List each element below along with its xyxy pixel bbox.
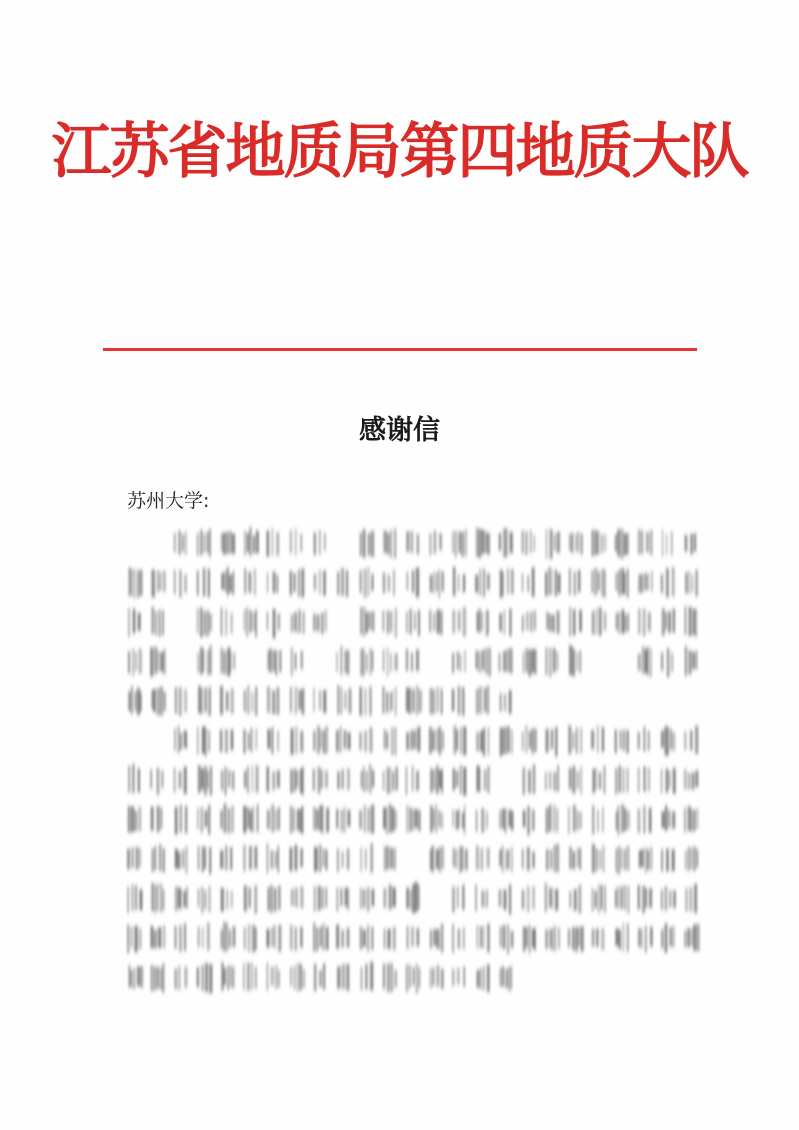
- redacted-glyph: [684, 726, 698, 754]
- redacted-glyph: [568, 725, 582, 754]
- redacted-glyph: [476, 727, 489, 756]
- redacted-glyph: [244, 527, 259, 556]
- redacted-glyph: [453, 765, 467, 796]
- redacted-glyph: [476, 528, 490, 558]
- redacted-glyph: [592, 766, 605, 794]
- redacted-glyph: [522, 765, 535, 795]
- redacted-glyph: [267, 648, 281, 675]
- redacted-glyph: [638, 609, 651, 637]
- redacted-glyph: [452, 805, 465, 835]
- redacted-glyph: [638, 529, 653, 555]
- redacted-glyph: [243, 963, 257, 991]
- redacted-glyph: [661, 849, 675, 872]
- redacted-glyph: [406, 531, 419, 554]
- redacted-glyph: [522, 611, 536, 632]
- redacted-glyph: [476, 609, 489, 637]
- redacted-glyph: [220, 648, 235, 677]
- redacted-glyph: [407, 926, 420, 949]
- redacted-glyph: [151, 844, 165, 872]
- redacted-glyph: [406, 766, 420, 795]
- redacted-glyph: [569, 531, 583, 554]
- redacted-glyph: [499, 528, 513, 557]
- redacted-glyph: [313, 805, 329, 833]
- redacted-glyph: [476, 964, 489, 992]
- redacted-glyph: [452, 650, 466, 673]
- redacted-glyph: [430, 846, 444, 873]
- redacted-glyph: [197, 608, 212, 638]
- redacted-glyph: [336, 887, 349, 912]
- redacted-glyph: [545, 727, 557, 757]
- redacted-glyph: [615, 846, 629, 875]
- redacted-glyph: [290, 963, 305, 992]
- redacted-glyph: [244, 765, 259, 793]
- redacted-glyph: [591, 884, 606, 913]
- redacted-glyph: [198, 765, 212, 795]
- redacted-glyph: [197, 727, 210, 757]
- redacted-glyph: [128, 806, 142, 833]
- redacted-glyph: [244, 568, 256, 595]
- redacted-glyph: [383, 608, 398, 638]
- redacted-glyph: [267, 572, 278, 594]
- redacted-glyph: [243, 728, 257, 754]
- redacted-glyph: [289, 845, 303, 871]
- redacted-glyph: [151, 607, 164, 637]
- redacted-glyph: [638, 766, 650, 792]
- redacted-glyph: [476, 686, 490, 715]
- redacted-glyph: [500, 726, 513, 756]
- redacted-glyph: [336, 807, 350, 833]
- redacted-glyph: [522, 847, 535, 871]
- redacted-glyph: [244, 885, 258, 914]
- redacted-glyph: [406, 964, 421, 993]
- redacted-glyph: [406, 568, 419, 598]
- redacted-glyph: [360, 887, 375, 912]
- redacted-glyph: [127, 925, 141, 954]
- redacted-glyph: [452, 686, 465, 716]
- redacted-glyph: [221, 608, 233, 636]
- redacted-glyph: [522, 725, 537, 754]
- redacted-glyph: [313, 767, 328, 794]
- redacted-glyph: [337, 768, 350, 790]
- redacted-glyph: [569, 885, 581, 914]
- redacted-glyph: [500, 925, 514, 955]
- redacted-glyph: [498, 648, 513, 673]
- redacted-glyph: [545, 647, 558, 677]
- redacted-glyph: [337, 964, 349, 991]
- redacted-glyph: [452, 966, 465, 987]
- redacted-glyph: [128, 649, 142, 677]
- redacted-glyph: [384, 927, 396, 950]
- redacted-glyph: [661, 886, 676, 911]
- redacted-glyph: [685, 884, 697, 913]
- redacted-glyph: [661, 768, 676, 794]
- redacted-glyph: [592, 608, 607, 636]
- redacted-glyph: [406, 727, 420, 752]
- redacted-glyph: [291, 648, 303, 676]
- redacted-glyph: [198, 686, 211, 716]
- redacted-glyph: [128, 686, 142, 715]
- redacted-glyph: [545, 567, 561, 596]
- redacted-glyph: [615, 610, 629, 634]
- redacted-glyph: [499, 608, 511, 636]
- redacted-glyph: [221, 767, 235, 796]
- letter-title: 感谢信: [359, 415, 440, 446]
- redacted-glyph: [197, 963, 213, 993]
- redacted-glyph: [591, 726, 604, 753]
- redacted-glyph: [453, 567, 466, 596]
- redacted-glyph: [337, 848, 350, 872]
- redacted-glyph: [150, 647, 166, 677]
- redacted-glyph: [151, 569, 165, 597]
- redacted-glyph: [359, 567, 373, 598]
- redacted-glyph: [173, 767, 186, 794]
- redacted-glyph: [313, 726, 328, 754]
- redacted-glyph: [592, 928, 605, 950]
- redacted-glyph: [221, 567, 234, 596]
- redacted-glyph: [267, 843, 280, 873]
- redacted-glyph: [638, 646, 652, 677]
- redacted-glyph: [684, 769, 699, 789]
- redacted-glyph: [266, 528, 279, 557]
- redacted-glyph: [545, 883, 559, 912]
- redacted-glyph: [361, 764, 375, 793]
- redacted-glyph: [382, 687, 396, 716]
- redacted-glyph: [523, 649, 537, 677]
- redacted-glyph: [314, 570, 326, 596]
- redacted-glyph: [313, 610, 327, 634]
- redacted-glyph: [684, 806, 698, 832]
- redacted-glyph: [383, 570, 395, 596]
- redacted-glyph: [429, 531, 442, 555]
- redacted-glyph: [430, 766, 443, 794]
- redacted-glyph: [685, 570, 698, 597]
- redacted-glyph: [592, 805, 604, 834]
- redacted-glyph: [383, 885, 396, 910]
- redacted-glyph: [615, 529, 629, 559]
- redacted-glyph: [244, 607, 257, 637]
- redacted-glyph: [314, 845, 328, 872]
- redacted-glyph: [429, 609, 443, 635]
- redacted-glyph: [197, 805, 210, 835]
- redacted-glyph: [198, 846, 212, 874]
- redacted-glyph: [221, 962, 234, 990]
- redacted-glyph: [360, 925, 374, 951]
- redacted-glyph: [684, 606, 697, 637]
- redacted-glyph: [569, 645, 581, 676]
- redacted-glyph: [639, 847, 653, 873]
- redacted-glyph: [291, 726, 304, 754]
- redacted-glyph: [128, 608, 141, 637]
- redacted-glyph: [337, 685, 351, 714]
- redacted-glyph: [684, 924, 699, 951]
- redacted-glyph: [266, 767, 280, 793]
- redacted-glyph: [615, 568, 629, 598]
- redacted-glyph: [383, 963, 397, 992]
- redacted-glyph: [360, 529, 375, 558]
- redacted-glyph: [569, 568, 581, 595]
- redacted-glyph: [175, 805, 188, 835]
- redacted-glyph: [500, 690, 512, 714]
- redacted-glyph: [175, 887, 188, 911]
- redacted-glyph: [150, 768, 163, 795]
- redacted-glyph: [638, 926, 653, 953]
- redacted-glyph: [453, 726, 466, 755]
- redacted-glyph: [244, 924, 257, 952]
- redacted-glyph: [522, 567, 535, 597]
- redacted-glyph: [151, 687, 166, 716]
- redacted-glyph: [198, 923, 210, 951]
- redacted-glyph: [406, 649, 419, 672]
- redacted-glyph: [546, 529, 561, 559]
- letterhead-organization-name: 江苏省地质局第四地质大队: [51, 117, 748, 187]
- redacted-glyph: [476, 766, 490, 794]
- redacted-glyph: [359, 686, 371, 715]
- redacted-glyph: [314, 963, 325, 991]
- redacted-glyph: [266, 925, 281, 952]
- redacted-glyph: [499, 846, 513, 873]
- redacted-glyph: [383, 804, 397, 835]
- redacted-glyph: [268, 885, 281, 913]
- redacted-glyph: [290, 528, 302, 555]
- redacted-glyph: [360, 607, 374, 636]
- letter-salutation: 苏州大学:: [127, 490, 210, 512]
- redacted-glyph: [685, 847, 698, 872]
- redacted-glyph: [638, 805, 652, 833]
- redacted-glyph: [174, 570, 187, 598]
- redacted-glyph: [197, 568, 210, 598]
- redacted-glyph: [406, 882, 419, 913]
- redacted-glyph: [476, 924, 489, 953]
- redacted-glyph: [615, 766, 629, 795]
- redacted-glyph: [430, 570, 444, 599]
- redacted-glyph: [500, 569, 514, 598]
- redacted-glyph: [129, 965, 144, 989]
- redacted-glyph: [267, 609, 281, 638]
- redacted-glyph: [174, 531, 187, 556]
- redacted-glyph: [452, 924, 465, 953]
- redacted-glyph: [175, 846, 188, 873]
- redacted-glyph: [546, 844, 559, 872]
- redacted-glyph: [383, 767, 398, 794]
- redacted-glyph: [546, 611, 560, 634]
- redacted-glyph: [661, 567, 675, 597]
- redacted-glyph: [476, 846, 490, 871]
- redacted-glyph: [197, 529, 211, 557]
- redacted-glyph: [523, 925, 536, 954]
- redacted-glyph: [453, 846, 468, 872]
- redacted-glyph: [220, 846, 232, 871]
- redacted-glyph: [383, 647, 398, 676]
- redacted-glyph: [361, 962, 374, 991]
- redacted-glyph: [522, 530, 536, 555]
- redacted-glyph: [336, 646, 349, 675]
- redacted-glyph: [638, 571, 653, 593]
- redacted-glyph: [592, 530, 607, 557]
- redacted-glyph: [383, 727, 396, 755]
- redacted-glyph: [128, 764, 140, 793]
- redacted-glyph: [267, 727, 279, 754]
- redacted-glyph: [336, 726, 351, 752]
- redacted-glyph: [615, 730, 629, 754]
- redacted-glyph: [314, 530, 326, 555]
- redacted-glyph: [615, 923, 629, 952]
- redacted-glyph: [383, 529, 396, 559]
- redacted-glyph: [336, 925, 349, 949]
- redacted-glyph: [476, 808, 488, 833]
- redacted-glyph: [616, 804, 630, 835]
- redacted-glyph: [569, 766, 582, 795]
- redacted-glyph: [498, 885, 511, 915]
- redacted-glyph: [662, 608, 675, 635]
- redacted-glyph: [661, 648, 674, 678]
- redacted-glyph: [267, 687, 279, 715]
- redacted-glyph: [175, 687, 187, 716]
- redacted-glyph: [290, 925, 303, 951]
- redacted-glyph: [638, 885, 653, 913]
- redacted-glyph: [406, 686, 422, 715]
- redacted-glyph: [569, 847, 581, 870]
- redacted-glyph: [546, 805, 559, 833]
- redacted-glyph: [267, 805, 280, 833]
- redacted-glyph: [592, 844, 605, 873]
- redacted-glyph: [429, 727, 444, 755]
- redacted-glyph: [290, 766, 304, 795]
- redacted-glyph: [291, 886, 304, 908]
- redacted-glyph: [615, 885, 630, 913]
- redacted-glyph: [221, 888, 233, 912]
- redacted-glyph: [243, 845, 257, 872]
- redacted-glyph: [638, 727, 650, 752]
- redacted-glyph: [127, 847, 141, 870]
- redacted-glyph: [129, 567, 143, 598]
- redacted-glyph: [360, 843, 373, 873]
- redacted-glyph: [661, 726, 675, 756]
- redacted-glyph: [151, 925, 166, 948]
- redacted-glyph: [359, 805, 374, 834]
- redacted-glyph: [267, 963, 280, 991]
- redacted-glyph: [429, 687, 442, 714]
- redacted-glyph: [452, 885, 465, 913]
- redacted-glyph: [384, 846, 397, 871]
- redacted-glyph: [151, 806, 163, 832]
- redacted-glyph: [591, 568, 606, 598]
- redacted-glyph: [290, 687, 304, 715]
- redacted-glyph: [359, 727, 372, 752]
- redacted-glyph: [220, 804, 234, 834]
- redacted-glyph: [313, 687, 326, 712]
- redacted-glyph: [568, 805, 582, 834]
- redacted-glyph: [453, 607, 467, 637]
- redacted-glyph: [360, 648, 373, 676]
- redacted-glyph: [243, 805, 259, 833]
- redacted-glyph: [499, 808, 514, 833]
- redacted-glyph: [221, 531, 235, 555]
- redacted-glyph: [197, 646, 212, 675]
- redacted-glyph: [685, 533, 697, 554]
- redacted-glyph: [220, 686, 234, 715]
- redacted-glyph: [568, 926, 584, 951]
- redacted-glyph: [174, 923, 186, 952]
- redacted-glyph: [475, 648, 491, 677]
- redacted-glyph: [430, 924, 443, 953]
- redacted-glyph: [314, 886, 328, 912]
- redacted-glyph: [198, 886, 211, 913]
- redacted-glyph: [174, 726, 187, 754]
- redacted-glyph: [661, 806, 675, 832]
- redacted-glyph: [243, 686, 257, 716]
- redacted-glyph: [406, 609, 420, 636]
- redacted-glyph: [662, 529, 673, 557]
- redacted-glyph: [290, 806, 304, 835]
- redacted-glyph: [290, 610, 304, 634]
- redacted-glyph: [151, 963, 165, 993]
- redacted-glyph: [475, 884, 488, 911]
- redacted-glyph: [523, 806, 535, 835]
- redacted-glyph: [220, 729, 234, 753]
- redacted-glyph: [174, 966, 187, 991]
- redacted-glyph: [127, 885, 142, 914]
- redacted-glyph: [522, 886, 535, 912]
- redacted-glyph: [545, 926, 560, 951]
- redacted-glyph: [430, 805, 443, 833]
- redacted-glyph: [661, 924, 674, 953]
- redacted-glyph: [337, 568, 348, 597]
- redacted-glyph: [290, 568, 305, 597]
- redacted-glyph: [313, 923, 328, 952]
- redacted-glyph: [452, 529, 467, 557]
- redacted-glyph: [475, 569, 490, 597]
- redacted-glyph: [569, 607, 582, 637]
- redacted-glyph: [499, 966, 512, 991]
- redacted-glyph: [545, 765, 559, 792]
- redacted-glyph: [220, 922, 235, 952]
- redacted-glyph: [685, 646, 698, 676]
- redacted-glyph: [430, 965, 444, 989]
- redacted-glyph: [151, 883, 164, 913]
- redacted-glyph: [406, 805, 420, 832]
